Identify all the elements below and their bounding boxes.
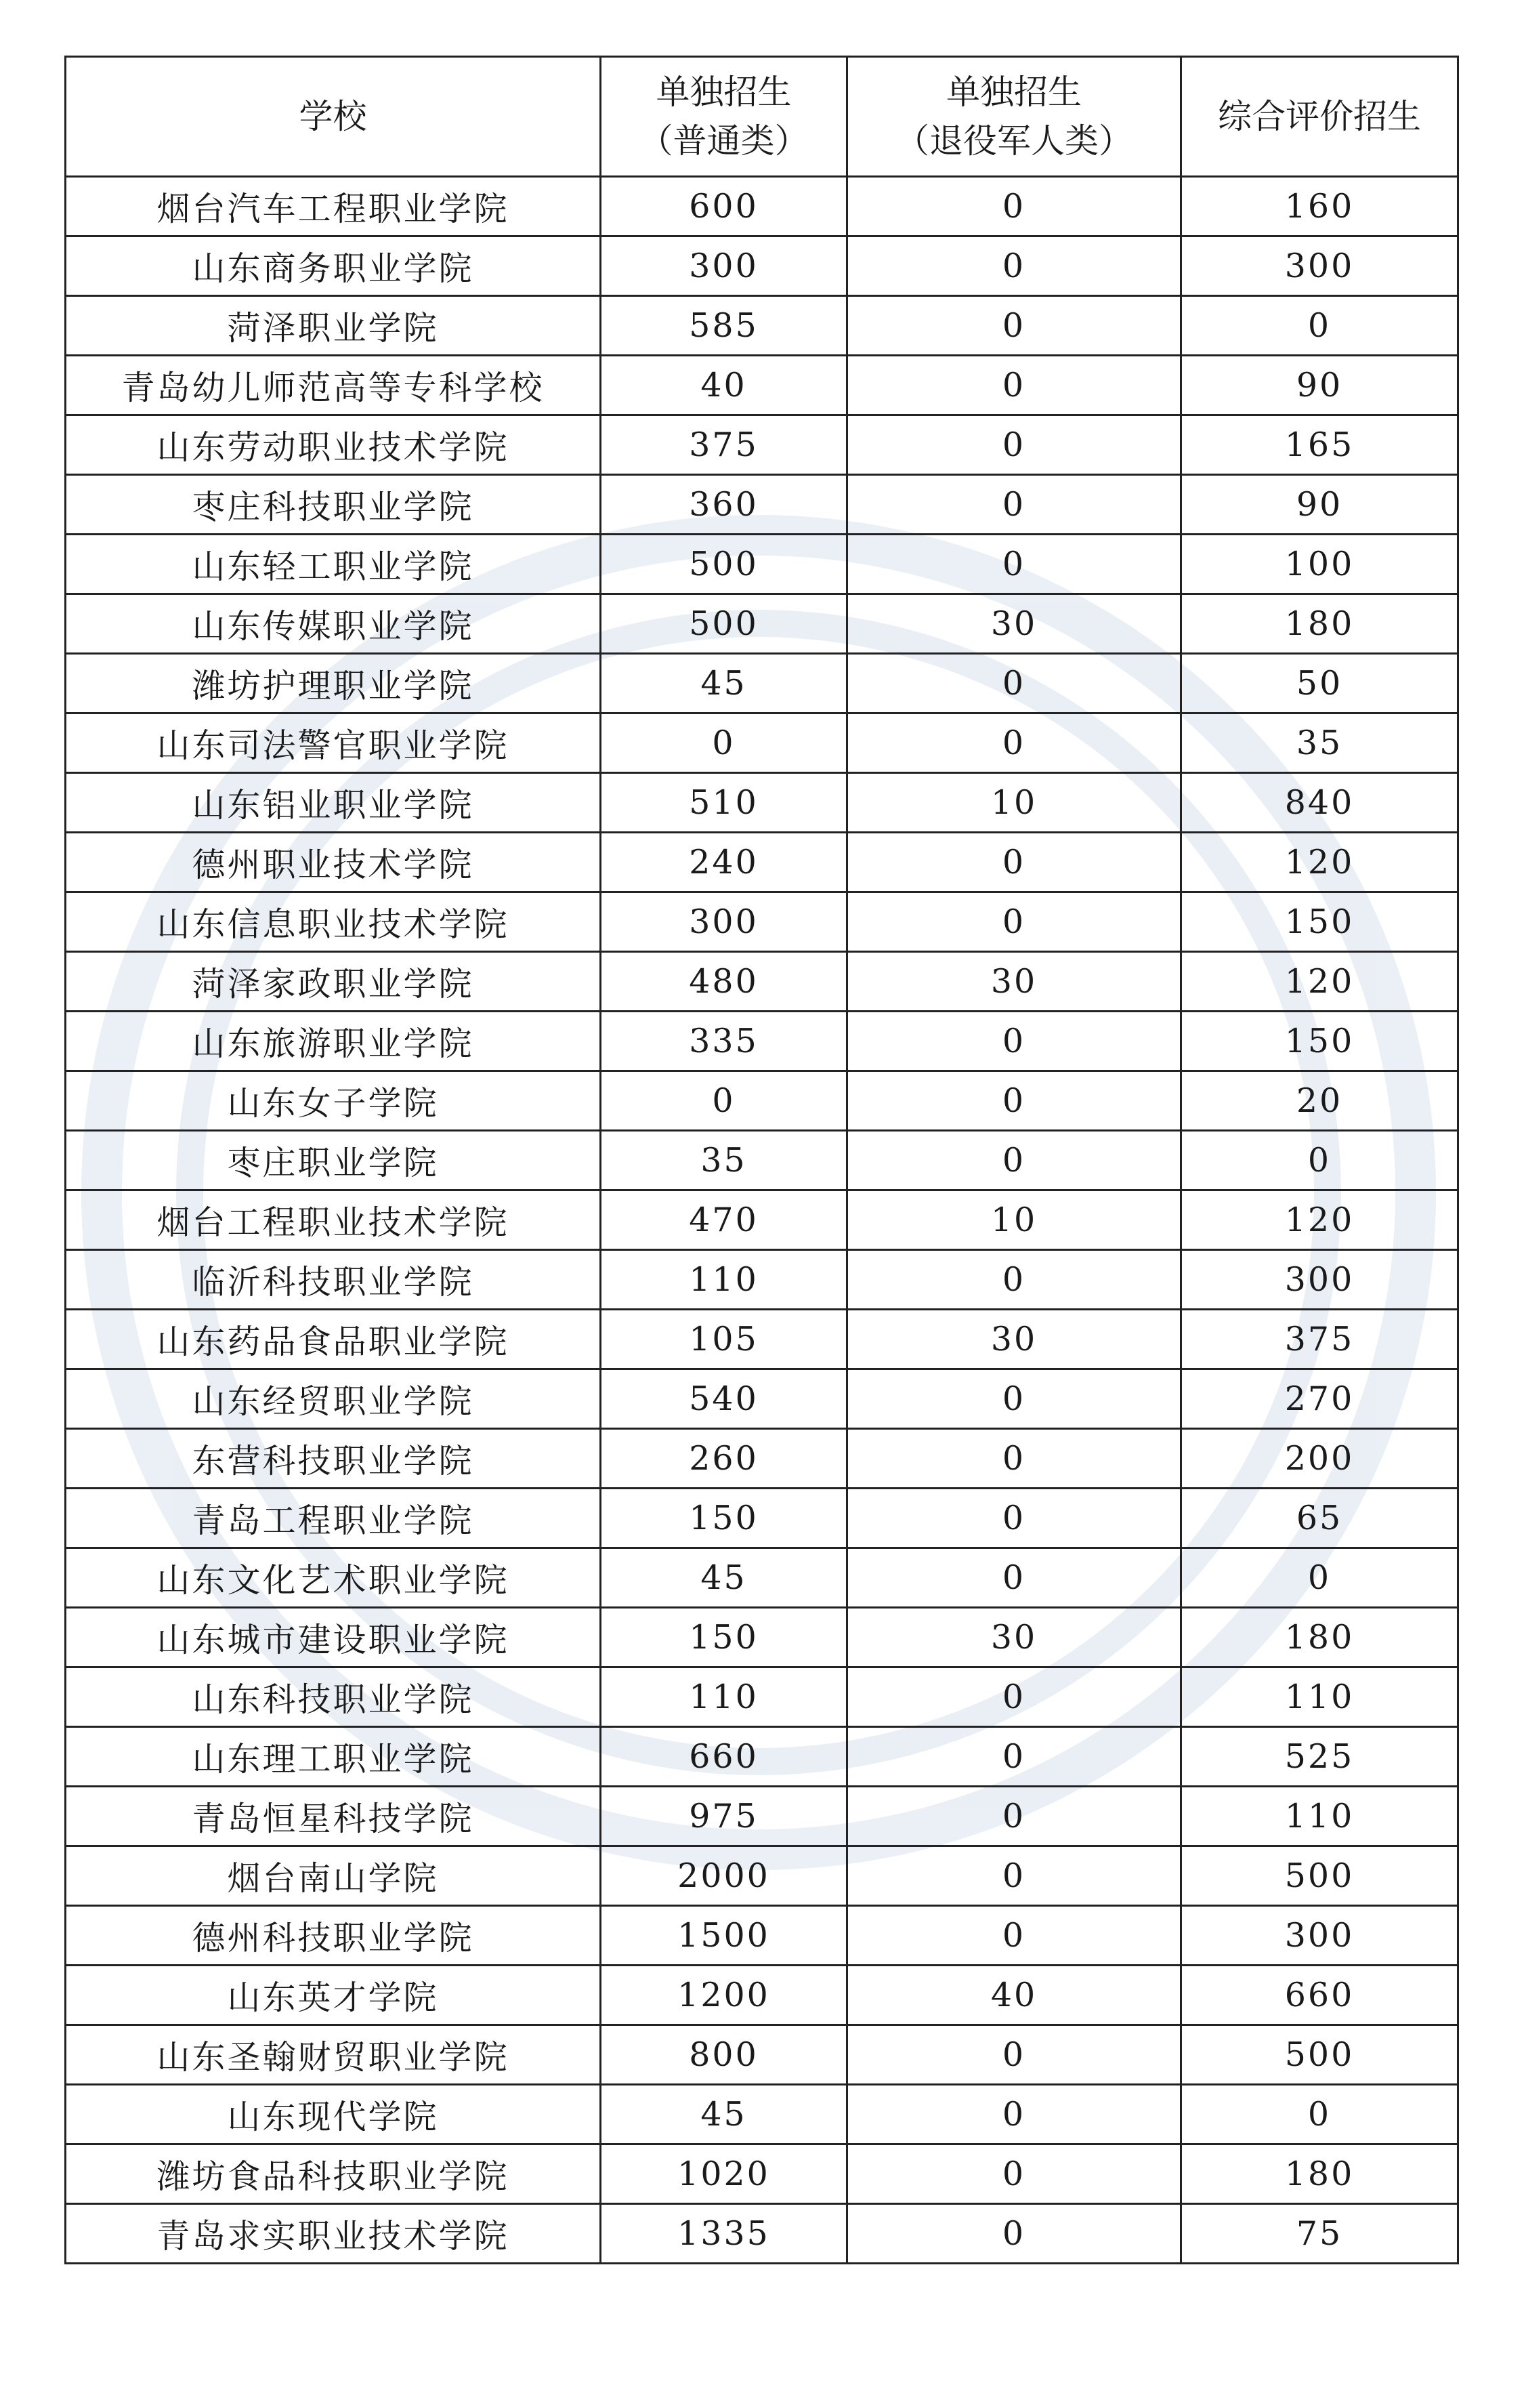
table-row: [66, 1429, 1458, 1489]
cell-comprehensive: 120: [1181, 952, 1458, 1012]
table-row: [66, 356, 1458, 415]
cell-comprehensive: 20: [1181, 1071, 1458, 1131]
cell-regular: 110: [601, 1667, 847, 1727]
cell-veteran: 0: [847, 713, 1181, 773]
cell-regular: 0: [601, 713, 847, 773]
cell-veteran: 0: [847, 356, 1181, 415]
cell-comprehensive: 90: [1181, 475, 1458, 535]
cell-comprehensive: 150: [1181, 1012, 1458, 1071]
cell-comprehensive: 300: [1181, 1250, 1458, 1310]
cell-regular: 1500: [601, 1906, 847, 1966]
cell-school: 山东英才学院: [66, 1966, 601, 2025]
table-row: [66, 2085, 1458, 2144]
cell-comprehensive: 0: [1181, 1131, 1458, 1190]
table-row: [66, 1966, 1458, 2025]
cell-school: 烟台工程职业技术学院: [66, 1190, 601, 1250]
cell-school: 山东信息职业技术学院: [66, 892, 601, 952]
cell-veteran: 0: [847, 654, 1181, 713]
table-row: [66, 1489, 1458, 1548]
cell-school: 青岛幼儿师范高等专科学校: [66, 356, 601, 415]
cell-regular: 975: [601, 1787, 847, 1846]
table-row: [66, 892, 1458, 952]
header-regular: [601, 57, 847, 177]
cell-comprehensive: 300: [1181, 1906, 1458, 1966]
table-row: [66, 415, 1458, 475]
table-body: [66, 177, 1458, 2264]
cell-comprehensive: 270: [1181, 1369, 1458, 1429]
cell-comprehensive: 75: [1181, 2204, 1458, 2264]
cell-comprehensive: 90: [1181, 356, 1458, 415]
cell-regular: 35: [601, 1131, 847, 1190]
header-regular-line1: 单独招生: [656, 72, 792, 112]
table-row: [66, 1071, 1458, 1131]
table-row: [66, 654, 1458, 713]
cell-regular: 600: [601, 177, 847, 236]
cell-comprehensive: 160: [1181, 177, 1458, 236]
table-row: [66, 1190, 1458, 1250]
cell-regular: 45: [601, 1548, 847, 1608]
cell-school: 山东轻工职业学院: [66, 535, 601, 594]
cell-veteran: 30: [847, 1310, 1181, 1369]
table-row: [66, 1012, 1458, 1071]
table-row: [66, 2144, 1458, 2204]
table-row: [66, 236, 1458, 296]
table-header: [66, 57, 1458, 177]
cell-school: 枣庄科技职业学院: [66, 475, 601, 535]
cell-veteran: 0: [847, 1012, 1181, 1071]
cell-regular: 40: [601, 356, 847, 415]
table-row: [66, 833, 1458, 892]
cell-veteran: 0: [847, 2085, 1181, 2144]
cell-veteran: 0: [847, 1846, 1181, 1906]
cell-veteran: 0: [847, 236, 1181, 296]
cell-veteran: 0: [847, 833, 1181, 892]
cell-veteran: 0: [847, 2144, 1181, 2204]
cell-comprehensive: 65: [1181, 1489, 1458, 1548]
cell-school: 山东城市建设职业学院: [66, 1608, 601, 1667]
cell-school: 山东文化艺术职业学院: [66, 1548, 601, 1608]
cell-regular: 45: [601, 2085, 847, 2144]
table-row: [66, 1310, 1458, 1369]
cell-school: 临沂科技职业学院: [66, 1250, 601, 1310]
cell-regular: 1200: [601, 1966, 847, 2025]
table-row: [66, 1250, 1458, 1310]
cell-comprehensive: 500: [1181, 2025, 1458, 2085]
cell-veteran: 0: [847, 475, 1181, 535]
cell-comprehensive: 120: [1181, 1190, 1458, 1250]
cell-school: 山东劳动职业技术学院: [66, 415, 601, 475]
cell-comprehensive: 50: [1181, 654, 1458, 713]
cell-veteran: 0: [847, 1667, 1181, 1727]
table-row: [66, 773, 1458, 833]
cell-school: 枣庄职业学院: [66, 1131, 601, 1190]
cell-school: 山东女子学院: [66, 1071, 601, 1131]
cell-veteran: 0: [847, 1071, 1181, 1131]
cell-regular: 500: [601, 594, 847, 654]
cell-regular: 240: [601, 833, 847, 892]
cell-comprehensive: 100: [1181, 535, 1458, 594]
cell-veteran: 0: [847, 1548, 1181, 1608]
cell-veteran: 0: [847, 296, 1181, 356]
cell-comprehensive: 180: [1181, 594, 1458, 654]
cell-veteran: 10: [847, 1190, 1181, 1250]
cell-school: 山东旅游职业学院: [66, 1012, 601, 1071]
cell-school: 菏泽家政职业学院: [66, 952, 601, 1012]
table-row: [66, 475, 1458, 535]
cell-school: 山东药品食品职业学院: [66, 1310, 601, 1369]
table-row: [66, 535, 1458, 594]
cell-comprehensive: 200: [1181, 1429, 1458, 1489]
cell-regular: 660: [601, 1727, 847, 1787]
table-row: [66, 177, 1458, 236]
cell-comprehensive: 840: [1181, 773, 1458, 833]
cell-comprehensive: 500: [1181, 1846, 1458, 1906]
cell-regular: 45: [601, 654, 847, 713]
cell-veteran: 0: [847, 1727, 1181, 1787]
header-comprehensive: 综合评价招生: [1181, 57, 1458, 177]
cell-comprehensive: 660: [1181, 1966, 1458, 2025]
cell-school: 烟台南山学院: [66, 1846, 601, 1906]
cell-regular: 0: [601, 1071, 847, 1131]
cell-comprehensive: 300: [1181, 236, 1458, 296]
table-row: [66, 1787, 1458, 1846]
table-row: [66, 1131, 1458, 1190]
cell-regular: 470: [601, 1190, 847, 1250]
cell-veteran: 30: [847, 1608, 1181, 1667]
cell-school: 菏泽职业学院: [66, 296, 601, 356]
cell-regular: 360: [601, 475, 847, 535]
cell-school: 山东传媒职业学院: [66, 594, 601, 654]
cell-school: 青岛恒星科技学院: [66, 1787, 601, 1846]
cell-regular: 540: [601, 1369, 847, 1429]
table-row: [66, 2025, 1458, 2085]
cell-school: 山东商务职业学院: [66, 236, 601, 296]
table-row: [66, 1906, 1458, 1966]
cell-comprehensive: 0: [1181, 296, 1458, 356]
cell-veteran: 10: [847, 773, 1181, 833]
cell-comprehensive: 180: [1181, 1608, 1458, 1667]
cell-regular: 375: [601, 415, 847, 475]
cell-school: 烟台汽车工程职业学院: [66, 177, 601, 236]
cell-veteran: 30: [847, 952, 1181, 1012]
table-row: [66, 2204, 1458, 2264]
cell-veteran: 0: [847, 1369, 1181, 1429]
cell-school: 山东科技职业学院: [66, 1667, 601, 1727]
cell-regular: 500: [601, 535, 847, 594]
cell-school: 德州职业技术学院: [66, 833, 601, 892]
cell-school: 潍坊护理职业学院: [66, 654, 601, 713]
cell-school: 山东司法警官职业学院: [66, 713, 601, 773]
cell-regular: 105: [601, 1310, 847, 1369]
table-row: [66, 1369, 1458, 1429]
cell-regular: 150: [601, 1489, 847, 1548]
header-row: [66, 57, 1458, 177]
table-row: [66, 952, 1458, 1012]
cell-school: 山东理工职业学院: [66, 1727, 601, 1787]
cell-school: 德州科技职业学院: [66, 1906, 601, 1966]
cell-school: 山东圣翰财贸职业学院: [66, 2025, 601, 2085]
cell-regular: 800: [601, 2025, 847, 2085]
cell-veteran: 0: [847, 892, 1181, 952]
cell-regular: 1335: [601, 2204, 847, 2264]
cell-comprehensive: 180: [1181, 2144, 1458, 2204]
cell-regular: 2000: [601, 1846, 847, 1906]
header-veteran-line2: （退役军人类）: [895, 121, 1133, 161]
cell-school: 东营科技职业学院: [66, 1429, 601, 1489]
header-school: 学校: [66, 57, 601, 177]
cell-regular: 110: [601, 1250, 847, 1310]
cell-comprehensive: 375: [1181, 1310, 1458, 1369]
cell-school: 山东铝业职业学院: [66, 773, 601, 833]
cell-veteran: 30: [847, 594, 1181, 654]
cell-veteran: 0: [847, 535, 1181, 594]
cell-veteran: 0: [847, 1250, 1181, 1310]
cell-regular: 260: [601, 1429, 847, 1489]
table-row: [66, 1727, 1458, 1787]
cell-school: 山东现代学院: [66, 2085, 601, 2144]
cell-regular: 480: [601, 952, 847, 1012]
cell-veteran: 0: [847, 2204, 1181, 2264]
table-row: [66, 713, 1458, 773]
cell-veteran: 0: [847, 1787, 1181, 1846]
table-row: [66, 1608, 1458, 1667]
table-row: [66, 1548, 1458, 1608]
enrollment-table: [64, 56, 1459, 2264]
cell-school: 青岛工程职业学院: [66, 1489, 601, 1548]
cell-comprehensive: 0: [1181, 2085, 1458, 2144]
cell-comprehensive: 165: [1181, 415, 1458, 475]
cell-veteran: 0: [847, 2025, 1181, 2085]
header-veteran-line1: 单独招生: [946, 72, 1082, 112]
table-row: [66, 594, 1458, 654]
cell-veteran: 0: [847, 1131, 1181, 1190]
cell-school: 青岛求实职业技术学院: [66, 2204, 601, 2264]
cell-veteran: 0: [847, 1906, 1181, 1966]
cell-regular: 300: [601, 236, 847, 296]
cell-veteran: 40: [847, 1966, 1181, 2025]
cell-veteran: 0: [847, 1429, 1181, 1489]
cell-comprehensive: 110: [1181, 1667, 1458, 1727]
cell-regular: 150: [601, 1608, 847, 1667]
cell-regular: 585: [601, 296, 847, 356]
table-row: [66, 1667, 1458, 1727]
cell-comprehensive: 525: [1181, 1727, 1458, 1787]
header-regular-line2: （普通类）: [639, 121, 809, 161]
cell-veteran: 0: [847, 1489, 1181, 1548]
table-row: [66, 296, 1458, 356]
cell-regular: 510: [601, 773, 847, 833]
cell-comprehensive: 150: [1181, 892, 1458, 952]
cell-veteran: 0: [847, 415, 1181, 475]
cell-comprehensive: 110: [1181, 1787, 1458, 1846]
cell-comprehensive: 0: [1181, 1548, 1458, 1608]
cell-regular: 1020: [601, 2144, 847, 2204]
cell-comprehensive: 120: [1181, 833, 1458, 892]
cell-regular: 300: [601, 892, 847, 952]
cell-veteran: 0: [847, 177, 1181, 236]
cell-school: 山东经贸职业学院: [66, 1369, 601, 1429]
table-row: [66, 1846, 1458, 1906]
header-veteran: [847, 57, 1181, 177]
cell-school: 潍坊食品科技职业学院: [66, 2144, 601, 2204]
cell-regular: 335: [601, 1012, 847, 1071]
cell-comprehensive: 35: [1181, 713, 1458, 773]
